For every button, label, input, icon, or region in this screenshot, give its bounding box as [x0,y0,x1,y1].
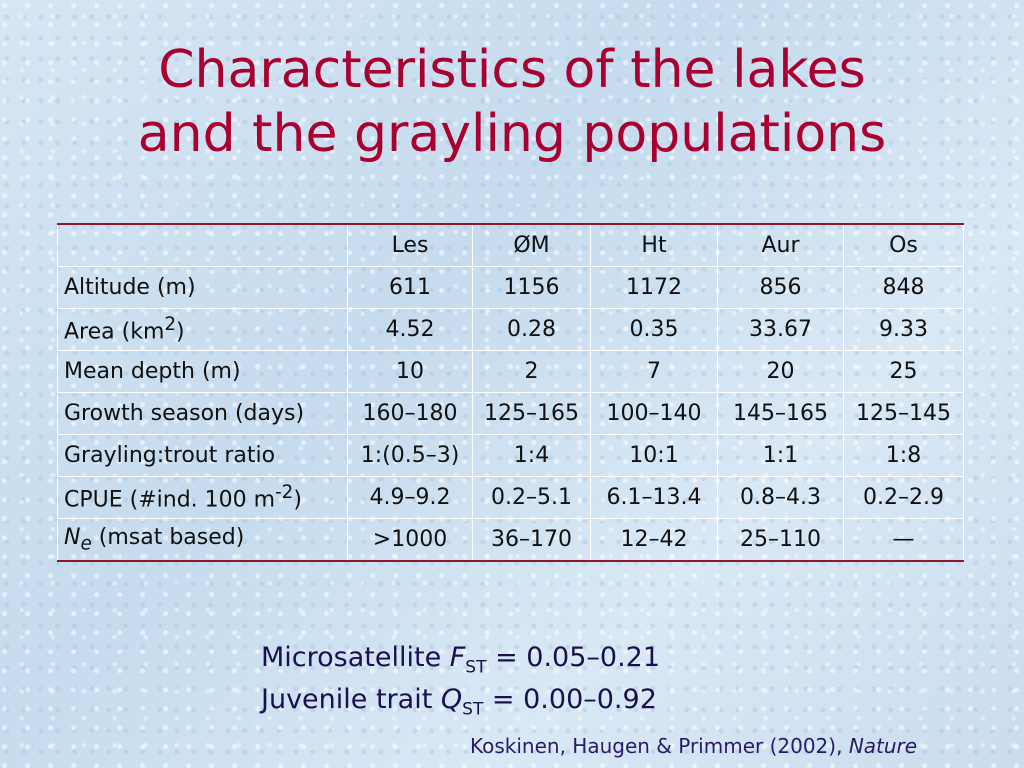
table-cell: 125–145 [844,393,964,435]
row-label [58,309,348,351]
table-cell: 6.1–13.4 [591,477,718,519]
table-cell: 9.33 [844,309,964,351]
row-label: Mean depth (m) [58,351,348,393]
table-cell: 611 [348,267,473,309]
row-label: Altitude (m) [58,267,348,309]
table-cell: 4.52 [348,309,473,351]
table-row-cpue [58,477,964,519]
header-cell-les: Les [348,224,473,267]
stat-qst-symbol: Q [440,684,463,715]
stat-fst-label: Microsatellite [261,642,450,673]
row-label: Growth season (days) [58,393,348,435]
header-cell-om: ØM [473,224,591,267]
header-cell-aur: Aur [718,224,844,267]
table-row-growth-season [58,393,964,435]
table-cell: 10 [348,351,473,393]
table-row-grayling-trout [58,435,964,477]
row-label-italic: N [64,524,81,550]
row-label-text: Area (km [64,319,165,345]
stat-fst-sub: ST [465,657,487,678]
citation [470,734,917,758]
title-line-1: Characteristics of the lakes [158,40,866,100]
stat-fst [261,642,660,677]
header-cell-os: Os [844,224,964,267]
stat-qst [261,684,657,719]
table-row-area [58,309,964,351]
table-cell: 33.67 [718,309,844,351]
table-cell: 100–140 [591,393,718,435]
table-cell: 145–165 [718,393,844,435]
table-cell: 1:4 [473,435,591,477]
title-line-2: and the grayling populations [137,104,887,164]
table-cell: 0.35 [591,309,718,351]
table-cell: 0.2–2.9 [844,477,964,519]
table-row-mean-depth [58,351,964,393]
table-cell: 12–42 [591,519,718,562]
table-cell: 10:1 [591,435,718,477]
row-label [58,477,348,519]
table-cell: 0.8–4.3 [718,477,844,519]
row-label: Grayling:trout ratio [58,435,348,477]
table-row-altitude [58,267,964,309]
table-cell: 7 [591,351,718,393]
table-cell: 2 [473,351,591,393]
row-label-sup: 2 [164,314,177,336]
row-label-suffix: (msat based) [91,524,245,550]
table-cell: 1156 [473,267,591,309]
table-cell: 0.2–5.1 [473,477,591,519]
table-cell: 1:1 [718,435,844,477]
citation-authors: Koskinen, Haugen & Primmer (2002), [470,734,849,758]
table-cell: 856 [718,267,844,309]
stat-qst-sub: ST [462,699,484,720]
table-cell: 25 [844,351,964,393]
row-label-text: CPUE (#ind. 100 m [64,487,276,513]
table-cell: 848 [844,267,964,309]
stat-qst-value: = 0.00–0.92 [483,684,657,715]
table-header-row [58,224,964,267]
row-label-sub: e [80,533,92,555]
slide-title [0,38,1024,166]
table-cell: 0.28 [473,309,591,351]
table-cell: 125–165 [473,393,591,435]
header-cell-empty [58,224,348,267]
table-cell: 36–170 [473,519,591,562]
table-cell: 4.9–9.2 [348,477,473,519]
table-cell: 160–180 [348,393,473,435]
table-cell: 1172 [591,267,718,309]
header-cell-ht: Ht [591,224,718,267]
table-cell: 1:(0.5–3) [348,435,473,477]
row-label-suffix: ) [176,319,185,345]
table-cell: 20 [718,351,844,393]
stat-qst-label: Juvenile trait [261,684,441,715]
row-label-sup: -2 [275,482,294,504]
table-row-ne [58,519,964,562]
stat-fst-symbol: F [449,642,466,673]
table-cell: — [844,519,964,562]
citation-journal: Nature [848,734,918,758]
table-cell: 1:8 [844,435,964,477]
row-label [58,519,348,562]
table-cell: 25–110 [718,519,844,562]
lakes-table [57,223,964,562]
row-label-suffix: ) [293,487,302,513]
table-cell: >1000 [348,519,473,562]
stat-fst-value: = 0.05–0.21 [486,642,661,673]
